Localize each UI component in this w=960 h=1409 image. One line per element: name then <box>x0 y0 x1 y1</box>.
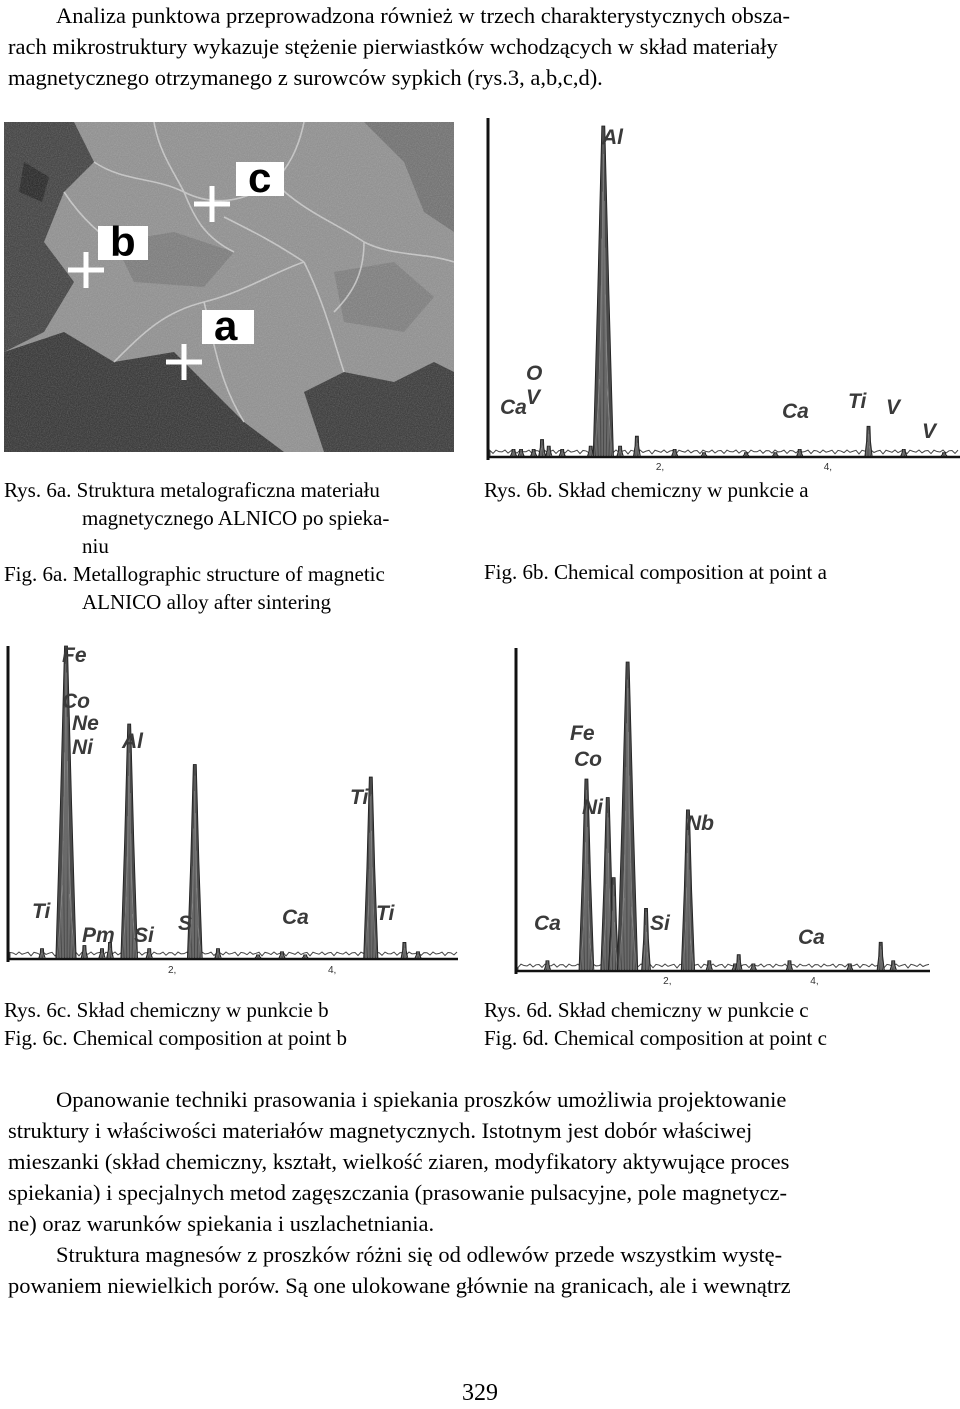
fig6a-caption <box>4 476 466 616</box>
marker-label-c: c <box>248 154 272 201</box>
fig6a-caption-pl: Rys. 6a. Struktura metalograficzna materiału magnetycznego ALNICO po spieka- niu <box>4 478 390 558</box>
element-label: Ni <box>582 796 603 819</box>
fig6b-caption-en: Fig. 6b. Chemical composition at point a <box>484 560 827 584</box>
fig6a-caption-en: Fig. 6a. Metallographic structure of magnetic ALNICO alloy after sintering <box>4 562 385 614</box>
element-label: Ca <box>798 926 825 949</box>
marker-label-b: b <box>110 218 136 265</box>
x-tick-label: 2, <box>168 965 177 976</box>
fig6c-caption-en: Fig. 6c. Chemical composition at point b <box>4 1026 347 1050</box>
fig6a-micrograph <box>4 122 454 452</box>
body-paragraph-2 <box>8 1239 960 1301</box>
fig6d-caption-en: Fig. 6d. Chemical composition at point c <box>484 1026 827 1050</box>
intro-line-1: Analiza punktowa przeprowadzona również w trzech charakterystycznych obsza- <box>56 3 791 28</box>
element-label: Ni <box>72 736 93 759</box>
element-label: Pm <box>82 924 115 947</box>
element-label: Ca <box>534 912 561 935</box>
element-label: Ti <box>350 786 369 809</box>
spectrum-peak <box>617 662 637 970</box>
body-p2-line-2: powaniem niewielkich porów. Są one ulokowane głównie na granicach, ale i wewnątrz <box>8 1273 791 1298</box>
element-label: Ne <box>72 712 99 735</box>
element-label: Fe <box>62 644 87 667</box>
body-p2-line-1: Struktura magnesów z proszków różni się od odlewów przede wszystkim wystę- <box>56 1242 783 1267</box>
element-label: Ca <box>500 396 527 419</box>
x-tick-label: 2, <box>655 462 665 473</box>
element-label: Al <box>122 730 143 753</box>
element-label: V <box>922 420 937 443</box>
intro-paragraph <box>8 0 960 93</box>
fig6c-spectrum-panel <box>2 640 460 980</box>
element-label: Fe <box>570 722 595 745</box>
fig6d-spectrum <box>510 640 930 990</box>
element-label: Al <box>602 126 623 149</box>
element-label: Si <box>134 924 154 947</box>
element-label: Ca <box>282 906 309 929</box>
element-label: V <box>886 396 901 419</box>
element-label: Nb <box>686 812 714 835</box>
body-p1-line-1: Opanowanie techniki prasowania i spiekania proszków umożliwia projektowanie <box>56 1087 787 1112</box>
x-tick-label: 4, <box>810 976 819 987</box>
x-tick-label: 4, <box>823 462 833 473</box>
intro-line-3: magnetycznego otrzymanego z surowców sypkich (rys.3, a,b,c,d). <box>8 65 603 90</box>
fig6d-spectrum-panel <box>510 640 930 990</box>
marker-label-a: a <box>214 302 238 349</box>
element-label: O <box>526 362 543 385</box>
body-p1-line-3: mieszanki (skład chemiczny, kształt, wielkość ziaren, modyfikatory aktywujące proces <box>8 1149 790 1174</box>
element-label: Co <box>574 748 602 771</box>
body-p1-line-2: struktury i właściwości materiałów magnetycznych. Istotnym jest dobór właściwej <box>8 1118 753 1143</box>
element-label: S <box>178 912 193 935</box>
x-tick-label: 4, <box>328 965 337 976</box>
spectrum-peak <box>593 126 613 456</box>
fig6b-spectrum-panel <box>482 118 960 476</box>
element-label: Ti <box>376 902 395 925</box>
micrograph-image <box>4 122 454 452</box>
element-label: Ti <box>32 900 51 923</box>
body-p1-line-4: spiekania) i specjalnych metod zagęszczania (prasowanie pulsacyjne, pole magnetycz- <box>8 1180 788 1205</box>
baseline-noise <box>10 952 457 958</box>
element-label: Co <box>62 690 90 713</box>
intro-line-2: rach mikrostruktury wykazuje stężenie pierwiastków wchodzących w skład materiały <box>8 34 778 59</box>
fig6c-spectrum <box>2 640 460 980</box>
element-label: V <box>526 386 541 409</box>
element-label: Si <box>650 912 670 935</box>
fig6b-spectrum <box>482 118 960 476</box>
fig6c-caption-pl: Rys. 6c. Skład chemiczny w punkcie b <box>4 998 329 1022</box>
body-p1-line-5: ne) oraz warunków spiekania i uszlachetniania. <box>8 1211 435 1236</box>
page-number: 329 <box>462 1380 498 1406</box>
x-tick-label: 2, <box>663 976 672 987</box>
body-paragraph-1 <box>8 1084 960 1239</box>
element-label: Ca <box>782 400 809 423</box>
fig6b-caption-pl: Rys. 6b. Skład chemiczny w punkcie a <box>484 478 809 502</box>
fig6d-caption-pl: Rys. 6d. Skład chemiczny w punkcie c <box>484 998 809 1022</box>
element-label: Ti <box>848 390 867 413</box>
